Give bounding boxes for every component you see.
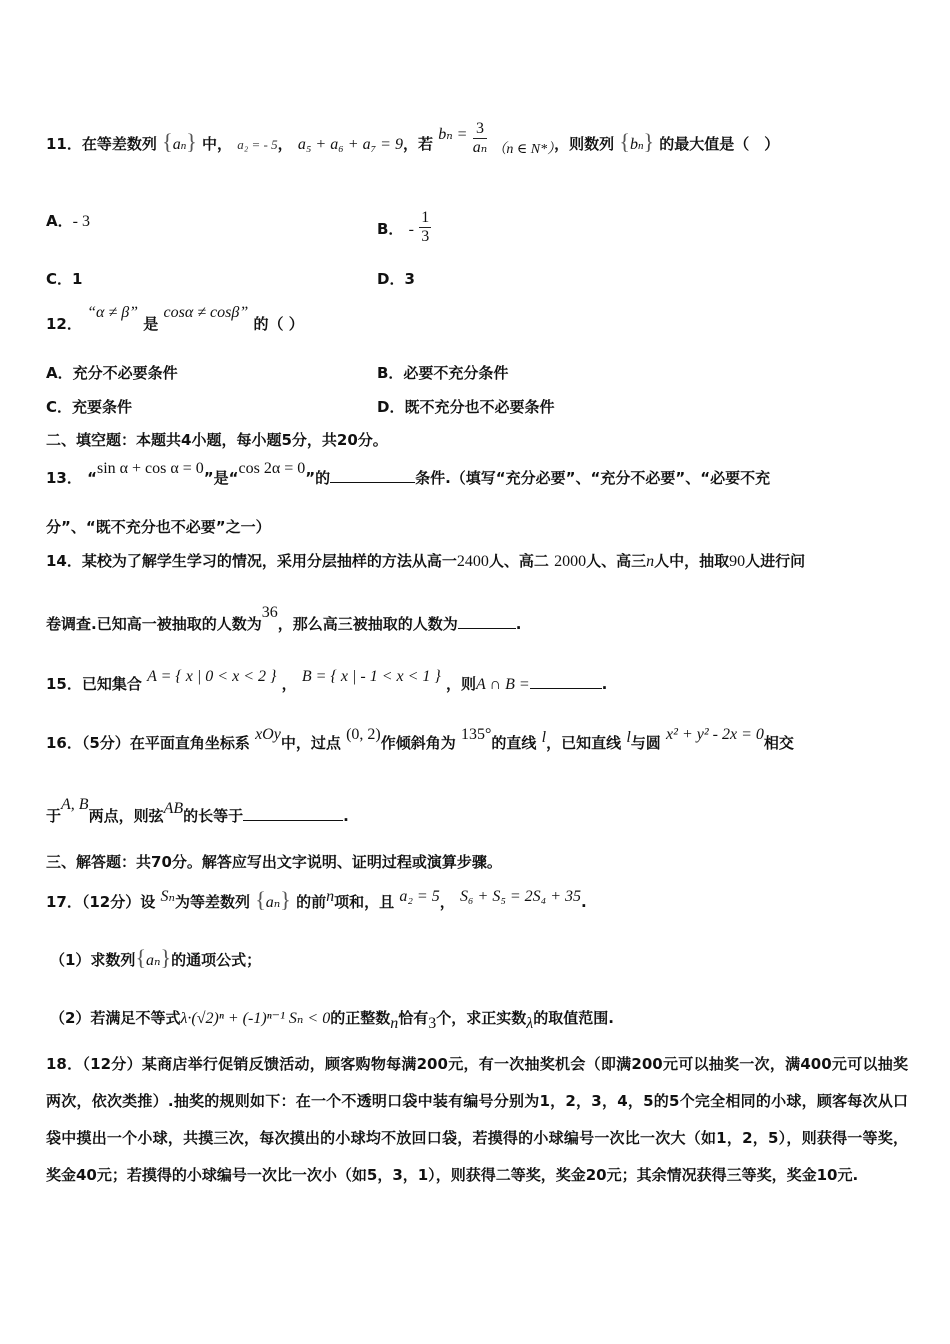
q15-set-b: B = { x | - 1 < x < 1 } (301, 668, 441, 685)
q14-line2: 卷调查.已知高一被抽取的人数为36，那么高三被抽取的人数为 . (46, 604, 522, 633)
q16-line2: 于A, B两点，则弦AB的长等于 . (46, 796, 349, 825)
q13-line2: 分”、“既不充分也不必要”之一） (46, 518, 271, 536)
section-solutions-heading: 三、解答题：共70分。解答应写出文字说明、证明过程或演算步骤。 (46, 853, 502, 871)
q14-answer-blank (458, 614, 516, 629)
q11-option-c: C．1 (46, 270, 83, 288)
q11-cond-sum: a₅ + a₆ + a₇ = 9 (297, 136, 403, 153)
q11-bn-lhs: bₙ = (438, 126, 468, 143)
q16-answer-blank (243, 806, 343, 821)
q12-option-d: D．既不充分也不必要条件 (377, 398, 555, 416)
q11-cond-a2: a₂ = - 5 (237, 137, 278, 152)
q17-part2: （2）若满足不等式λ·(√2)ⁿ + (-1)ⁿ⁻¹ Sₙ < 0的正整数n恰有3个，求正实数λ的取值范围. (50, 1009, 614, 1032)
q11-domain: （n ∈ N*） (492, 142, 555, 157)
q12-number: 12． (46, 315, 82, 333)
q15-stem: 15．已知集合 A = { x | 0 < x < 2 } ， B = { x | - 1 < x < 1 } ，则A ∩ B = . (46, 668, 608, 693)
q15-number: 15． (46, 675, 82, 693)
q13-expr2: cos 2α = 0 (238, 460, 306, 477)
q16-line1: 16．（5分）在平面直角坐标系 xOy中，过点 (0, 2)作倾斜角为 135°的直线 l，已知直线 l与圆 x² + y² - 2x = 0相交 (46, 726, 794, 752)
q11-fraction: $\frac{3}{\text{aₙ}}$ (472, 120, 488, 156)
q11-option-a: A．- 3 (46, 212, 90, 230)
q11-number: 11． (46, 135, 82, 153)
brace-right: } (186, 129, 197, 154)
q16-number: 16． (46, 734, 82, 752)
q11-option-d: D．3 (377, 270, 415, 288)
q17-inequality: λ·(√2)ⁿ + (-1)ⁿ⁻¹ Sₙ < 0 (180, 1010, 331, 1027)
q11-bn: b (629, 136, 638, 153)
q12-option-a: A．充分不必要条件 (46, 364, 178, 382)
q15-answer-blank (530, 674, 602, 689)
q17-number: 17． (46, 893, 82, 911)
q12-conclusion: cosα ≠ cosβ” (163, 304, 249, 321)
q18-paragraph: 18．（12分）某商店举行促销反馈活动，顾客购物每满200元，有一次抽奖机会（即满200元可以抽奖一次，满400元可以抽奖两次，依次类推）.抽奖的规则如下：在一个不透明口袋中装有编号分别为1，2，3，4，5的5个完全相同的小球，顾客每次从口袋中摸出一个小球，共摸三次，每次摸出的小球均不放回口袋，若摸得的小球编号一次比一次大（如1，2，5），则获得一等奖，奖金40元；若摸得的小球编号一次比一次小（如5，3，1），则获得二等奖，奖金20元；其余情况获得三等奖，奖金10元. (46, 1055, 908, 1184)
q14-number: 14． (46, 552, 82, 570)
section-fill-in-heading: 二、填空题：本题共4小题，每小题5分，共20分。 (46, 431, 388, 449)
q14-line1: 14．某校为了解学生学习的情况，采用分层抽样的方法从高一2400人、高二 2000人、高三n人中，抽取90人进行问 (46, 552, 806, 570)
q12-stem: 12． “α ≠ β” 是 cosα ≠ cosβ” 的（ ） (46, 304, 304, 333)
q15-set-a: A = { x | 0 < x < 2 } (147, 668, 277, 685)
q12-option-b: B．必要不充分条件 (377, 364, 509, 382)
q13-number: 13． (46, 469, 82, 487)
brace-right-b: } (643, 129, 654, 154)
q13-expr1: sin α + cos α = 0 (96, 460, 204, 477)
q16-circle-eq: x² + y² - 2x = 0 (666, 726, 764, 743)
q11-an: a (172, 136, 181, 153)
brace-left: { (162, 129, 173, 154)
q12-premise: “α ≠ β” (87, 304, 139, 321)
q17-stem: 17．（12分）设 Sₙ为等差数列 {aₙ} 的前n项和，且 a₂ = 5， S₆ + S₅ = 2S₄ + 35. (46, 887, 587, 912)
q17-part1: （1）求数列{aₙ}的通项公式； (50, 945, 262, 970)
q11-option-b: B． - $\frac{1}{3}$ (377, 209, 430, 245)
q12-option-c: C．充要条件 (46, 398, 133, 416)
q13-answer-blank (330, 468, 415, 483)
brace-left-b: { (619, 129, 630, 154)
q13-line1: 13． “sin α + cos α = 0”是“cos 2α = 0”的 条件.（填写“充分必要”、“充分不必要”、“必要不充 (46, 460, 771, 487)
q11-stem: 11．在等差数列 {an} 中， a₂ = - 5， a₅ + a₆ + a₇ = 9，若 bₙ = $\frac{3}{\text{aₙ}}$ （n ∈ N*），则数列 {bn} 的最大值是（ ） (46, 120, 780, 157)
